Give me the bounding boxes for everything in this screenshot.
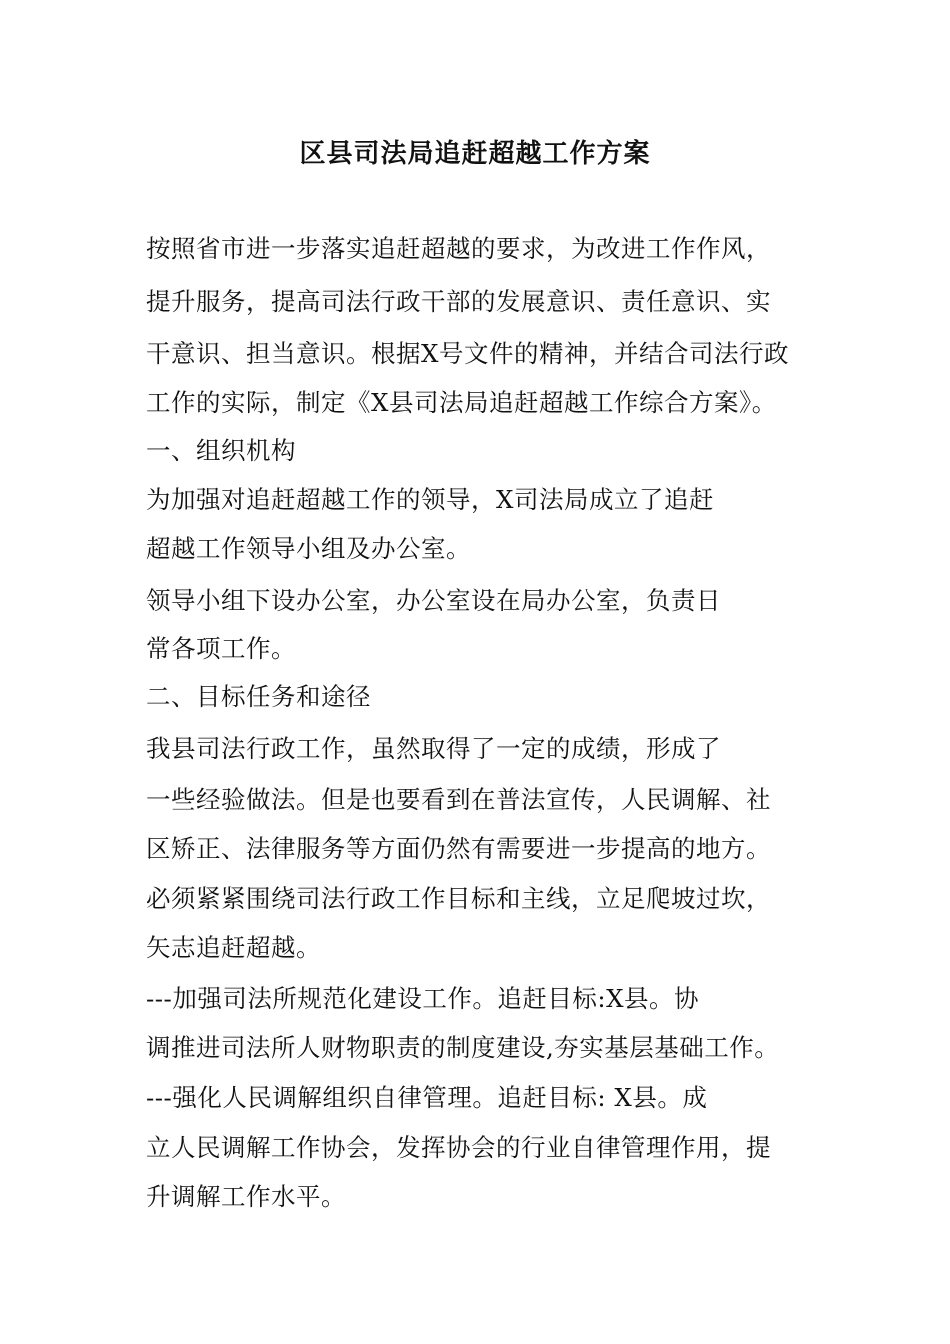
paragraph-line: 升调解工作水平。 [146,1182,346,1211]
paragraph-line: 按照省市进一步落实追赶超越的要求，为改进工作作风， [146,234,771,263]
paragraph-line: 必须紧紧围绕司法行政工作目标和主线，立足爬坡过坎， [146,884,771,913]
paragraph-line: 常各项工作。 [146,634,296,663]
paragraph-line: 干意识、担当意识。根据X号文件的精神，并结合司法行政 [146,339,789,368]
paragraph-line: 调推进司法所人财物职责的制度建设,夯实基层基础工作。 [146,1033,780,1062]
paragraph-line: 超越工作领导小组及办公室。 [146,534,471,563]
paragraph-line: 我县司法行政工作，虽然取得了一定的成绩，形成了 [146,734,721,763]
section-heading: 二、目标任务和途径 [146,682,371,711]
section-heading: 一、组织机构 [146,436,296,465]
document-title: 区县司法局追赶超越工作方案 [299,139,651,169]
paragraph-line: 工作的实际，制定《X县司法局追赶超越工作综合方案》。 [146,388,777,417]
paragraph-line: 立人民调解工作协会，发挥协会的行业自律管理作用，提 [146,1133,771,1162]
paragraph-line: 领导小组下设办公室，办公室设在局办公室，负责日 [146,586,721,615]
paragraph-line: ---强化人民调解组织自律管理。追赶目标: X县。成 [146,1083,708,1112]
paragraph-line: 矢志追赶超越。 [146,933,321,962]
paragraph-line: 提升服务，提高司法行政干部的发展意识、责任意识、实 [146,287,771,316]
paragraph-line: 区矫正、法律服务等方面仍然有需要进一步提高的地方。 [146,834,771,863]
paragraph-line: ---加强司法所规范化建设工作。追赶目标:X县。协 [146,984,700,1013]
paragraph-line: 一些经验做法。但是也要看到在普法宣传，人民调解、社 [146,785,771,814]
paragraph-line: 为加强对追赶超越工作的领导，X司法局成立了追赶 [146,485,714,514]
